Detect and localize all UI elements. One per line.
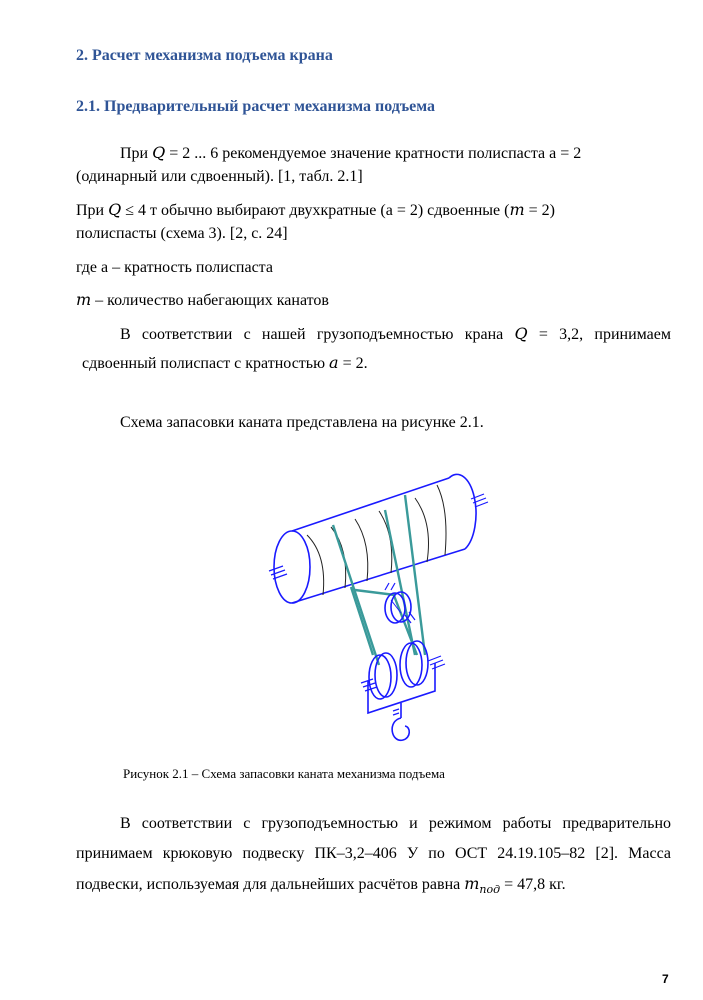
paragraph-4 bbox=[76, 288, 329, 313]
section-heading: 2. Расчет механизма подъема крана bbox=[76, 47, 333, 64]
text-run: = 2) bbox=[524, 202, 555, 219]
subsection-heading: 2.1. Предварительный расчет механизма подъема bbox=[76, 98, 436, 115]
rope-segment-left-down bbox=[333, 525, 379, 665]
rope bbox=[333, 495, 425, 665]
math-symbol: m bbox=[509, 200, 525, 219]
text-run: = 3,2, принимаем bbox=[527, 326, 671, 343]
math-subscript: под bbox=[479, 883, 501, 897]
paragraph-1-line-1 bbox=[120, 141, 581, 166]
math-symbol: Q bbox=[108, 200, 122, 219]
paragraph-2-line-1 bbox=[76, 198, 555, 223]
math-symbol: a bbox=[329, 353, 339, 372]
math-symbol: Q bbox=[514, 324, 528, 343]
drum-right-end bbox=[449, 474, 476, 549]
drum-grooves bbox=[307, 485, 446, 595]
equalizer-pulley bbox=[385, 583, 415, 623]
text-run: подвески, используемая для дальнейших расчётов равна bbox=[76, 876, 465, 893]
math-symbol: m bbox=[464, 874, 480, 893]
text-run: При bbox=[76, 202, 109, 219]
paragraph-5-line-1 bbox=[120, 322, 671, 347]
text-run: = 2 ... 6 рекомендуемое значение кратности полиспаста a = 2 bbox=[165, 145, 582, 162]
text-run: – количество набегающих канатов bbox=[91, 292, 329, 309]
paragraph-3: где a – кратность полиспаста bbox=[76, 259, 273, 276]
paragraph-2-line-2: полиспасты (схема 3). [2, с. 24] bbox=[76, 225, 288, 242]
text-run: В соответствии с нашей грузоподъемностью крана bbox=[120, 326, 515, 343]
text-run: = 47,8 кг. bbox=[500, 876, 566, 893]
rope-segment-inner-left bbox=[351, 587, 373, 655]
paragraph-7-line-1: В соответствии с грузоподъемностью и режимом работы предварительно bbox=[120, 815, 671, 832]
drum-axle-left bbox=[269, 566, 287, 579]
paragraph-6: Схема запасовки каната представлена на рисунке 2.1. bbox=[120, 414, 484, 431]
drum-top-edge bbox=[292, 478, 449, 531]
paragraph-7-line-3 bbox=[76, 872, 566, 902]
text-run: сдвоенный полиспаст с кратностью bbox=[82, 355, 330, 372]
text-run: = 2. bbox=[338, 355, 368, 372]
text-run: ≤ 4 т обычно выбирают двухкратные (a = 2) сдвоенные ( bbox=[121, 202, 510, 219]
math-symbol: Q bbox=[152, 143, 166, 162]
math-symbol: m bbox=[76, 290, 92, 309]
page-number: 7 bbox=[662, 972, 669, 986]
drum bbox=[269, 474, 488, 603]
rope-reeving-scheme-figure bbox=[265, 465, 495, 755]
drum-bottom-edge bbox=[292, 549, 465, 603]
paragraph-7-line-2: принимаем крюковую подвеску ПК–3,2–406 У по ОСТ 24.19.105–82 [2]. Масса bbox=[76, 845, 671, 862]
text-run: При bbox=[120, 145, 153, 162]
figure-caption: Рисунок 2.1 – Схема запасовки каната механизма подъема bbox=[123, 766, 445, 781]
paragraph-5-line-2 bbox=[82, 351, 368, 376]
paragraph-1-line-2: (одинарный или сдвоенный). [1, табл. 2.1] bbox=[76, 168, 363, 185]
rope-segment-cross bbox=[355, 590, 395, 595]
